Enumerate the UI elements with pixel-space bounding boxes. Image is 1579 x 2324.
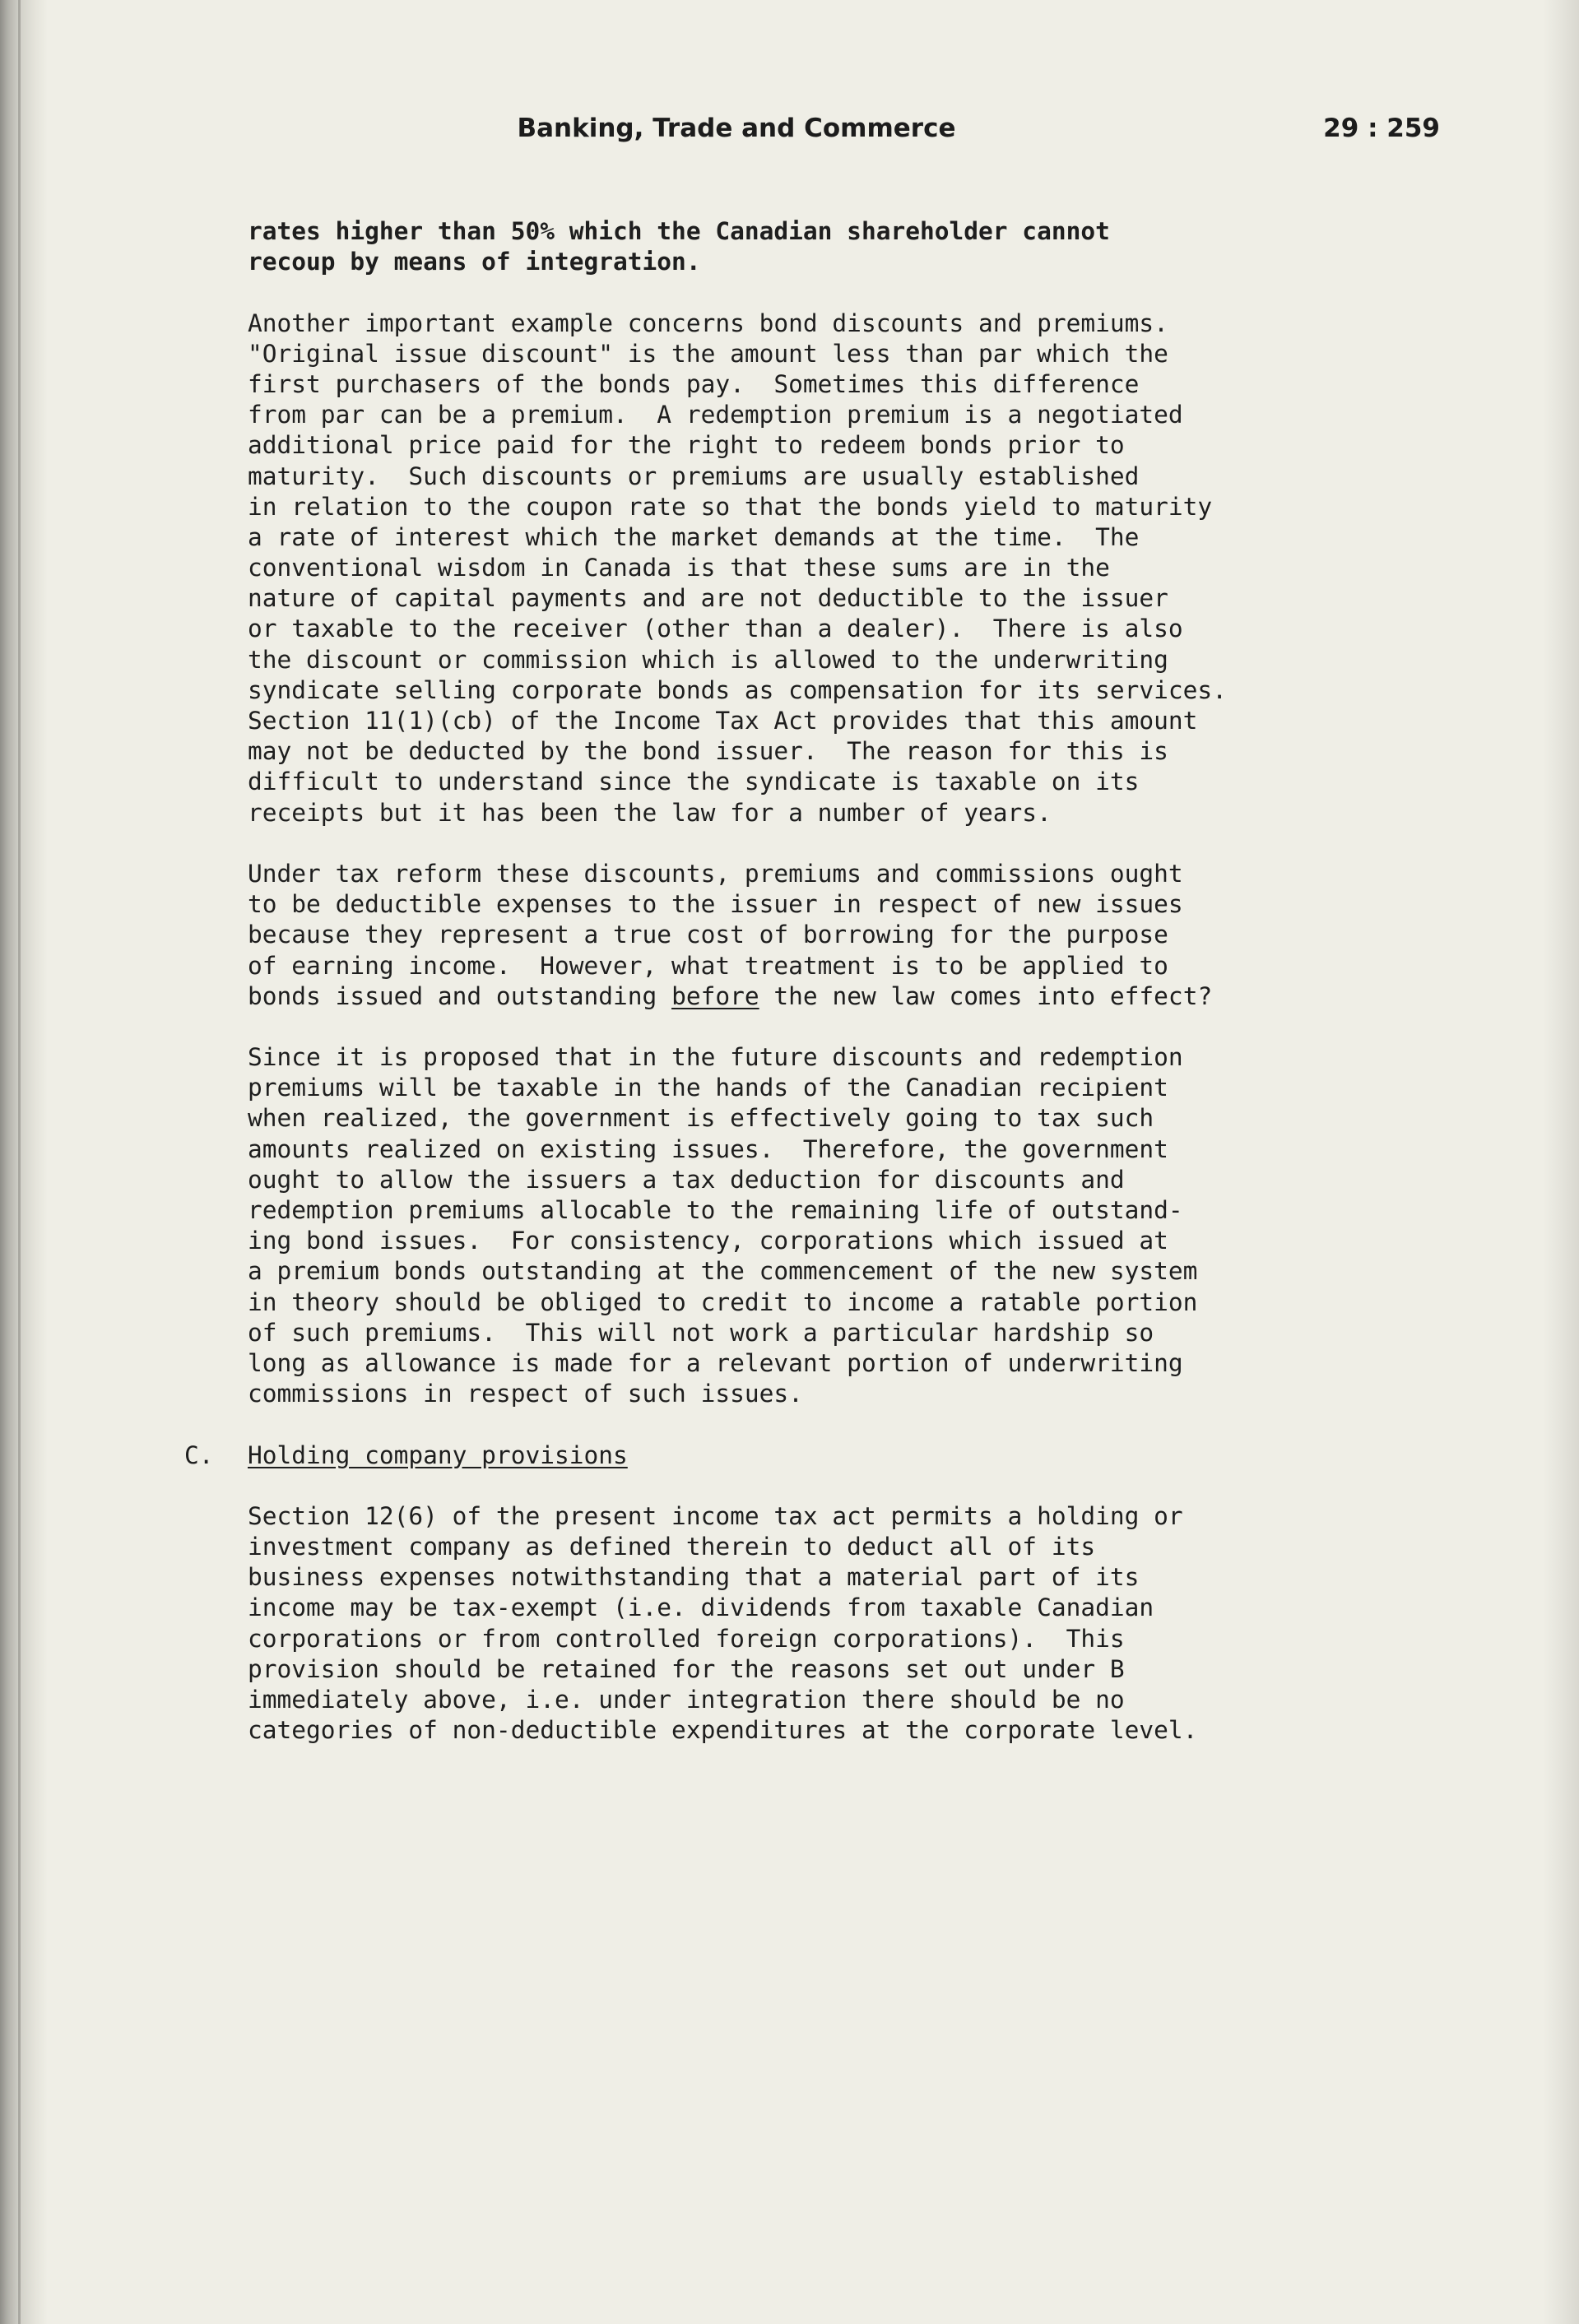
text-line: Since it is proposed that in the future discounts and redemption bbox=[248, 1043, 1183, 1072]
text-line: Under tax reform these discounts, premiums and commissions ought bbox=[248, 859, 1183, 888]
text-line: business expenses notwithstanding that a material part of its bbox=[248, 1563, 1140, 1592]
text-line: syndicate selling corporate bonds as compensation for its services. bbox=[248, 675, 1227, 704]
text-line: premiums will be taxable in the hands of the Canadian recipient bbox=[248, 1074, 1168, 1102]
text-line: in theory should be obliged to credit to income a ratable portion bbox=[248, 1287, 1198, 1316]
text-line: the discount or commission which is allowed to the underwriting bbox=[248, 645, 1168, 674]
binding-edge-line bbox=[18, 0, 21, 2324]
text-line: Section 11(1)(cb) of the Income Tax Act provides that this amount bbox=[248, 707, 1198, 735]
page-right-edge bbox=[1543, 0, 1579, 2324]
underlined-word: before bbox=[671, 981, 759, 1010]
text-line: provision should be retained for the reasons set out under B bbox=[248, 1654, 1125, 1683]
text-line: amounts realized on existing issues. Therefore, the government bbox=[248, 1134, 1168, 1163]
text-line: maturity. Such discounts or premiums are usually established bbox=[248, 462, 1140, 490]
text-line: ought to allow the issuers a tax deduction for discounts and bbox=[248, 1165, 1125, 1194]
text-line: from par can be a premium. A redemption premium is a negotiated bbox=[248, 401, 1183, 429]
text-line: recoup by means of integration. bbox=[248, 248, 701, 276]
text-line: because they represent a true cost of borrowing for the purpose bbox=[248, 921, 1168, 949]
text-segment: bonds issued and outstanding bbox=[248, 981, 672, 1010]
text-line: difficult to understand since the syndicate is taxable on its bbox=[248, 768, 1140, 796]
text-line: ing bond issues. For consistency, corporations which issued at bbox=[248, 1227, 1168, 1255]
document-body bbox=[184, 216, 1367, 1777]
text-line: may not be deducted by the bond issuer. The reason for this is bbox=[248, 737, 1168, 766]
paragraph-4 bbox=[248, 1042, 1367, 1409]
text-line: in relation to the coupon rate so that the bonds yield to maturity bbox=[248, 492, 1213, 521]
paragraph-3 bbox=[248, 859, 1367, 1012]
text-line: income may be tax-exempt (i.e. dividends from taxable Canadian bbox=[248, 1593, 1154, 1622]
paragraph-2 bbox=[248, 308, 1367, 828]
section-heading-c bbox=[184, 1440, 1367, 1471]
text-line: when realized, the government is effectively going to tax such bbox=[248, 1104, 1154, 1133]
text-line: first purchasers of the bonds pay. Sometimes this difference bbox=[248, 369, 1140, 398]
text-line: commissions in respect of such issues. bbox=[248, 1380, 803, 1408]
text-line: nature of capital payments and are not deductible to the issuer bbox=[248, 584, 1168, 613]
page-binding-shadow bbox=[0, 0, 48, 2324]
paragraph-5 bbox=[248, 1501, 1367, 1746]
text-line: receipts but it has been the law for a number of years. bbox=[248, 798, 1052, 827]
text-line: Another important example concerns bond discounts and premiums. bbox=[248, 308, 1168, 337]
text-line: of such premiums. This will not work a particular hardship so bbox=[248, 1318, 1154, 1347]
text-line: rates higher than 50% which the Canadian shareholder cannot bbox=[248, 217, 1110, 245]
text-line: categories of non-deductible expenditures at the corporate level. bbox=[248, 1716, 1198, 1745]
text-line: corporations or from controlled foreign corporations). This bbox=[248, 1624, 1125, 1653]
paragraph-1 bbox=[248, 216, 1367, 277]
section-letter: C. bbox=[184, 1440, 214, 1469]
text-line-with-emphasis bbox=[248, 981, 1367, 1012]
text-segment: the new law comes into effect? bbox=[759, 981, 1213, 1010]
text-line: investment company as defined therein to deduct all of its bbox=[248, 1533, 1096, 1561]
section-title: Holding company provisions bbox=[248, 1440, 628, 1469]
text-line: immediately above, i.e. under integration there should be no bbox=[248, 1686, 1125, 1714]
text-line: conventional wisdom in Canada is that these sums are in the bbox=[248, 554, 1110, 582]
text-line: a premium bonds outstanding at the commencement of the new system bbox=[248, 1257, 1198, 1286]
text-line: a rate of interest which the market demands at the time. The bbox=[248, 522, 1140, 551]
text-line: "Original issue discount" is the amount less than par which the bbox=[248, 339, 1168, 368]
text-line: redemption premiums allocable to the remaining life of outstand- bbox=[248, 1196, 1183, 1224]
text-line: additional price paid for the right to redeem bonds prior to bbox=[248, 431, 1125, 460]
text-line: long as allowance is made for a relevant portion of underwriting bbox=[248, 1348, 1183, 1377]
running-header-title: Banking, Trade and Commerce bbox=[517, 114, 956, 143]
page-number: 29 : 259 bbox=[1323, 114, 1440, 143]
text-line: to be deductible expenses to the issuer in respect of new issues bbox=[248, 890, 1183, 919]
text-line: of earning income. However, what treatment is to be applied to bbox=[248, 951, 1168, 980]
text-line: Section 12(6) of the present income tax act permits a holding or bbox=[248, 1501, 1183, 1530]
text-line: or taxable to the receiver (other than a dealer). There is also bbox=[248, 615, 1183, 643]
